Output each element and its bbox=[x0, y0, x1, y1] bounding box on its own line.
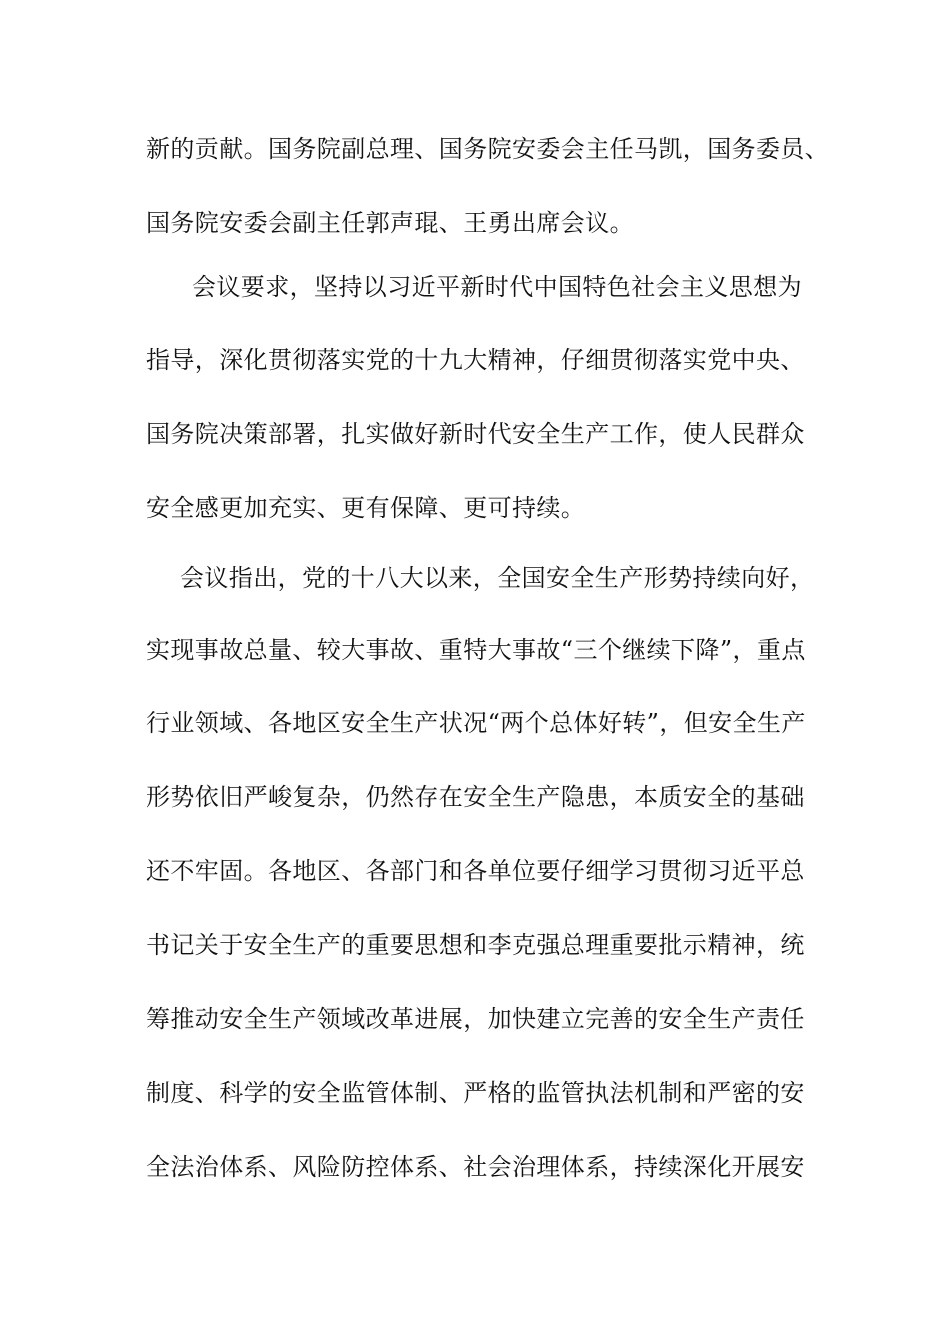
text-line: 新的贡献。国务院副总理、国务院安委会主任马凯，国务委员、 bbox=[146, 135, 830, 163]
text-line: 行业领域、各地区安全生产状况“两个总体好转”，但安全生产 bbox=[146, 709, 806, 737]
text-line: 书记关于安全生产的重要思想和李克强总理重要批示精神，统 bbox=[146, 931, 805, 959]
text-line: 国务院决策部署，扎实做好新时代安全生产工作，使人民群众 bbox=[146, 420, 805, 448]
paragraph-start-line: 会议指出，党的十八大以来，全国安全生产形势持续向好， bbox=[180, 564, 815, 592]
text-line: 指导，深化贯彻落实党的十九大精神，仔细贯彻落实党中央、 bbox=[146, 346, 805, 374]
text-line: 安全感更加充实、更有保障、更可持续。 bbox=[146, 494, 586, 522]
text-line: 制度、科学的安全监管体制、严格的监管执法机制和严密的安 bbox=[146, 1079, 805, 1107]
text-line: 实现事故总量、较大事故、重特大事故“三个继续下降”，重点 bbox=[146, 636, 806, 664]
text-line: 筹推动安全生产领域改革进展，加快建立完善的安全生产责任 bbox=[146, 1005, 805, 1033]
text-line: 全法治体系、风险防控体系、社会治理体系，持续深化开展安 bbox=[146, 1153, 805, 1181]
text-line: 国务院安委会副主任郭声琨、王勇出席会议。 bbox=[146, 209, 634, 237]
text-line: 还不牢固。各地区、各部门和各单位要仔细学习贯彻习近平总 bbox=[146, 857, 805, 885]
text-line: 形势依旧严峻复杂，仍然存在安全生产隐患，本质安全的基础 bbox=[146, 783, 805, 811]
paragraph-start-line: 会议要求，坚持以习近平新时代中国特色社会主义思想为 bbox=[192, 273, 802, 301]
